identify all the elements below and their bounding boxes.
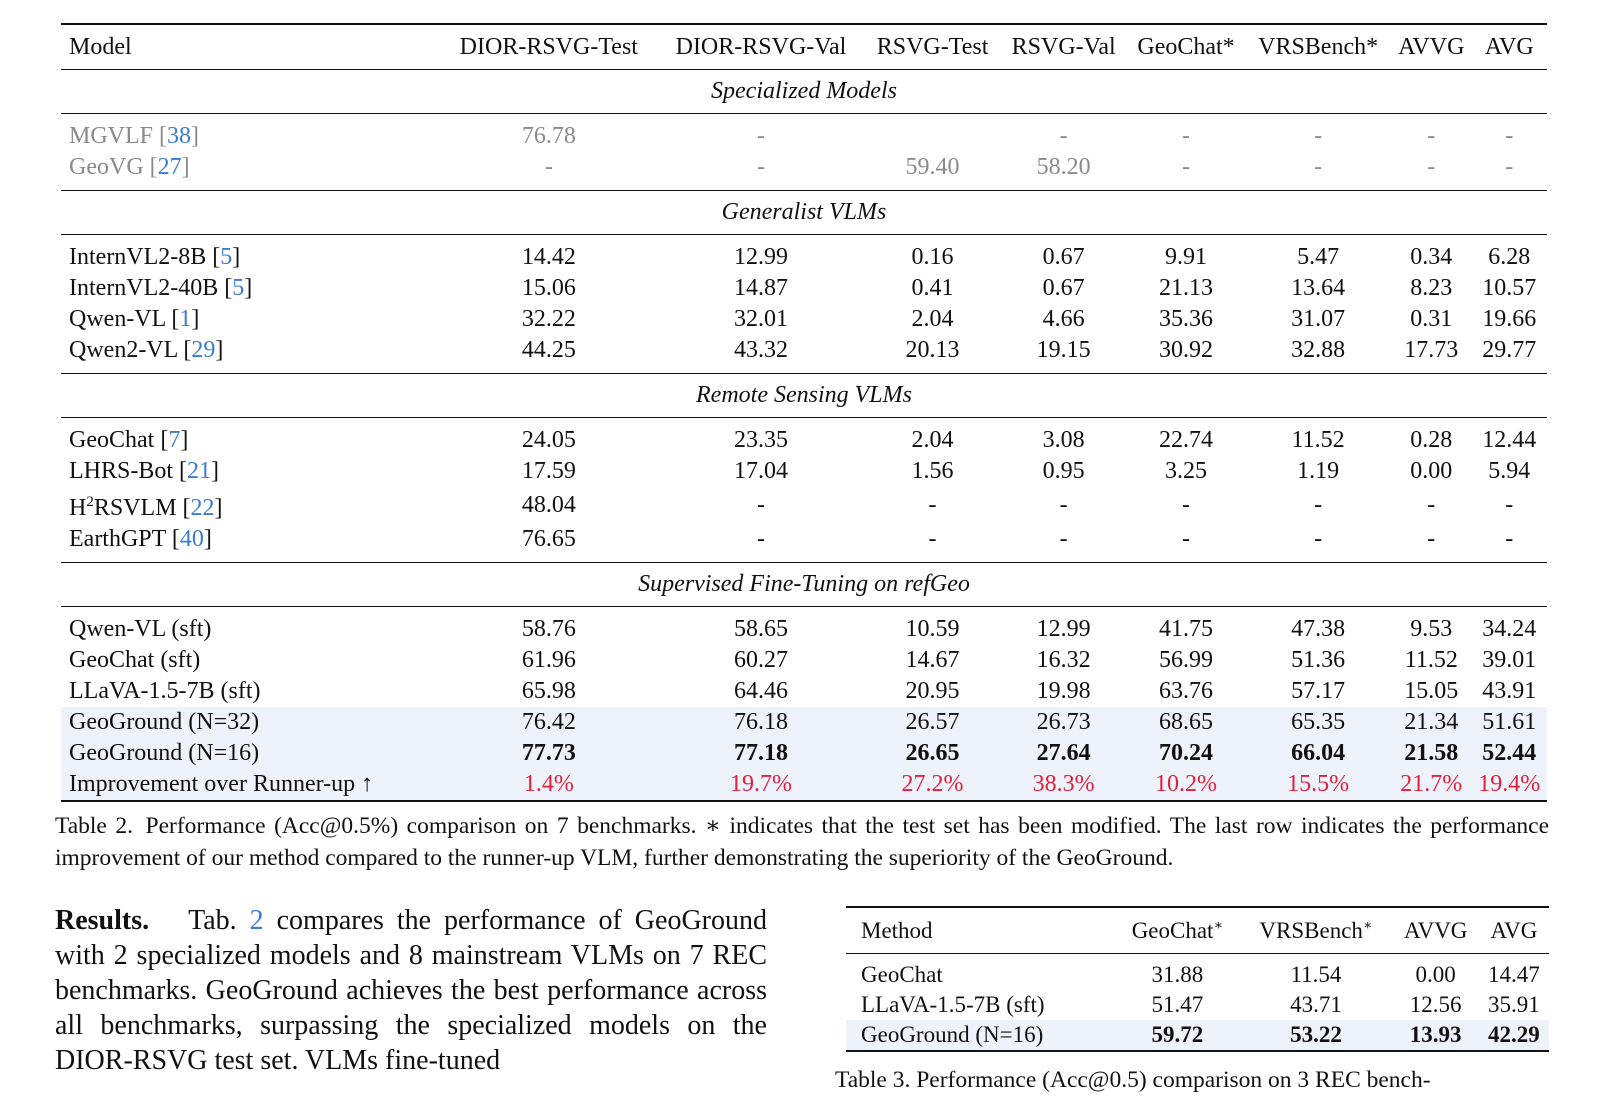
value-cell: - (1127, 524, 1245, 563)
model-name-cell (61, 738, 440, 769)
value-cell: 0.31 (1410, 306, 1453, 332)
results-heading: Results. (55, 905, 150, 936)
value-cell: 11.54 (1290, 962, 1342, 987)
table-row (61, 769, 1547, 801)
citation-link[interactable]: 5 (232, 275, 245, 301)
column-header (1393, 907, 1479, 954)
table-header-row (61, 24, 1547, 70)
results-paragraph (55, 903, 767, 1078)
value-cell: 41.75 (1159, 616, 1214, 642)
value-cell: 0.95 (1042, 458, 1085, 484)
column-header: DIOR-RSVG-Val (657, 24, 864, 70)
value-cell: 0.34 (1410, 244, 1453, 270)
value-cell: 76.42 (440, 707, 657, 738)
value-cell: 3.25 (1165, 458, 1208, 484)
table-row (61, 738, 1547, 769)
column-header: Model (61, 24, 440, 70)
value-cell: 65.35 (1245, 707, 1391, 738)
value-cell: 5.94 (1488, 458, 1531, 484)
model-name-cell: EarthGPT [40] (61, 524, 440, 563)
value-cell: 14.47 (1488, 962, 1540, 987)
value-cell: - (1314, 123, 1323, 149)
table-row (61, 707, 1547, 738)
value-cell: 12.56 (1409, 992, 1462, 1017)
model-name: InternVL2-40B (69, 275, 219, 301)
value-cell: 27.2% (865, 769, 1001, 801)
value-cell: 38.3% (1000, 769, 1126, 801)
column-header-label: AVG (1490, 917, 1538, 943)
value-cell: 43.71 (1290, 992, 1342, 1017)
value-cell: 10.59 (905, 616, 960, 642)
value-cell: 24.05 (521, 427, 576, 453)
value-cell: - (1245, 152, 1391, 191)
value-cell: - (756, 492, 765, 518)
value-cell: - (1059, 123, 1068, 149)
citation-link[interactable]: 27 (157, 154, 182, 180)
value-cell: - (756, 123, 765, 149)
section-header-row (61, 563, 1547, 607)
value-cell: 57.17 (1291, 678, 1346, 704)
value-cell: 12.99 (1036, 616, 1091, 642)
value-cell: 9.91 (1165, 244, 1208, 270)
value-cell: 23.35 (733, 427, 788, 453)
table-reference-link[interactable]: 2 (249, 905, 264, 936)
value-cell: 0.00 (1410, 458, 1453, 484)
value-cell: 15.06 (521, 275, 576, 301)
model-name-cell: GeoChat [7] (69, 427, 189, 453)
value-cell: 15.05 (1404, 678, 1459, 704)
value-cell: - (1427, 492, 1436, 518)
value-cell: 1.19 (1297, 458, 1340, 484)
value-cell: 10.57 (1482, 275, 1537, 301)
value-cell: - (1427, 123, 1436, 149)
citation-link[interactable]: 5 (220, 244, 233, 270)
value-cell: - (440, 152, 657, 191)
value-cell: 26.65 (865, 738, 1001, 769)
value-cell: 51.36 (1291, 647, 1346, 673)
value-cell: 2.04 (911, 306, 954, 332)
value-cell: 21.58 (1391, 738, 1472, 769)
value-cell: 15.5% (1245, 769, 1391, 801)
value-cell: 51.61 (1472, 707, 1547, 738)
model-name: Qwen-VL (sft) (69, 616, 212, 642)
citation-link[interactable]: 1 (179, 306, 192, 332)
table-row (61, 676, 1547, 707)
value-cell: 0.00 (1415, 962, 1456, 987)
table-row (61, 235, 1547, 274)
model-name-cell (61, 607, 440, 646)
value-cell: 59.40 (865, 152, 1001, 191)
table-row (61, 607, 1547, 646)
column-header: VRSBench* (1245, 24, 1391, 70)
section-title: Remote Sensing VLMs (61, 374, 1547, 418)
value-cell: 13.64 (1291, 275, 1346, 301)
table-header-row (846, 907, 1549, 954)
model-name: LLaVA-1.5-7B (sft) (69, 678, 261, 704)
value-cell: - (1472, 524, 1547, 563)
value-cell: 27.64 (1000, 738, 1126, 769)
value-cell: - (1314, 492, 1323, 518)
value-cell: 17.73 (1391, 335, 1472, 374)
citation-link[interactable]: 38 (167, 123, 192, 149)
value-cell: 58.20 (1000, 152, 1126, 191)
column-header (846, 907, 1115, 954)
table-row (61, 273, 1547, 304)
value-cell: - (1182, 492, 1191, 518)
value-cell: 5.47 (1297, 244, 1340, 270)
model-name: Qwen2-VL (69, 337, 178, 363)
value-cell: 58.65 (733, 616, 788, 642)
value-cell: - (1391, 152, 1472, 191)
value-cell: 43.32 (657, 335, 864, 374)
value-cell: 16.32 (1036, 647, 1091, 673)
value-cell: - (1182, 123, 1191, 149)
value-cell: 17.04 (733, 458, 788, 484)
value-cell: 0.67 (1042, 275, 1085, 301)
section-title: Supervised Fine-Tuning on refGeo (61, 563, 1547, 607)
caption-text: Performance (Acc@0.5%) comparison on 7 benchmarks. ∗ indicates that the test set has been modified. The last row indicates the performance improvement of our method compared to the runner-up VLM, further demonstrating the superiority of the GeoGround. (55, 813, 1549, 871)
model-name: Qwen-VL (69, 306, 166, 332)
value-cell: 26.57 (865, 707, 1001, 738)
value-cell: 31.07 (1291, 306, 1346, 332)
value-cell: 58.76 (521, 616, 576, 642)
value-cell: 48.04 (521, 492, 576, 518)
results-text: compares the performance of GeoGround with 2 specialized models and 8 mainstream VLMs on 7 REC benchmarks. GeoGround achieves the best performance across all benchmarks, surpassing the specialized models on the DIOR-RSVG test set. VLMs fine-tuned (55, 905, 767, 1076)
rec-benchmark-table (846, 906, 1549, 1052)
value-cell: 35.36 (1159, 306, 1214, 332)
value-cell: 22.74 (1159, 427, 1214, 453)
value-cell: 65.98 (521, 678, 576, 704)
citation-link[interactable]: 21 (187, 458, 212, 484)
value-cell: 52.44 (1472, 738, 1547, 769)
model-name-cell: InternVL2-40B [5] (69, 275, 253, 301)
value-cell: 42.29 (1479, 1020, 1549, 1051)
model-name-cell: $H^2RSVLM$ [22] (69, 494, 223, 521)
value-cell: 64.46 (733, 678, 788, 704)
value-cell: 0.41 (911, 275, 954, 301)
model-name-superscript: 2 (86, 494, 94, 510)
value-cell: 3.08 (1042, 427, 1085, 453)
value-cell: 21.13 (1159, 275, 1214, 301)
performance-table (61, 23, 1547, 802)
results-ref-prefix: Tab. (188, 905, 237, 936)
table-row (61, 418, 1547, 457)
column-header: GeoChat* (1127, 24, 1245, 70)
table-row (61, 335, 1547, 374)
value-cell: 21.7% (1391, 769, 1472, 801)
table-row (61, 152, 1547, 191)
table-row (61, 524, 1547, 563)
table-caption (55, 810, 1549, 874)
column-header-label: AVVG (1403, 917, 1468, 943)
model-name-cell: LHRS-Bot [21] (69, 458, 220, 484)
value-cell: 61.96 (521, 647, 576, 673)
value-cell: 19.4% (1472, 769, 1547, 801)
model-name: EarthGPT (69, 526, 166, 552)
value-cell: - (1000, 524, 1126, 563)
value-cell: 0.67 (1042, 244, 1085, 270)
model-name: InternVL2-8B (69, 244, 207, 270)
value-cell (865, 114, 1001, 153)
value-cell: 66.04 (1245, 738, 1391, 769)
value-cell: 9.53 (1410, 616, 1453, 642)
value-cell: - (1245, 524, 1391, 563)
value-cell: 44.25 (440, 335, 657, 374)
value-cell: 12.99 (733, 244, 788, 270)
model-name-cell: Qwen2-VL [29] (61, 335, 440, 374)
value-cell: 0.28 (1410, 427, 1453, 453)
value-cell: 17.59 (521, 458, 576, 484)
table-row (61, 304, 1547, 335)
value-cell: - (928, 492, 937, 518)
value-cell: 76.18 (657, 707, 864, 738)
caption-label: Table 2. (55, 813, 133, 839)
value-cell: - (657, 152, 864, 191)
value-cell: - (1127, 152, 1245, 191)
column-header-label: VRSBench (1259, 917, 1363, 943)
table3-caption: Table 3. Performance (Acc@0.5) comparison on 3 REC bench- (835, 1067, 1431, 1093)
table-row (61, 487, 1547, 524)
value-cell: 39.01 (1482, 647, 1537, 673)
value-cell: 59.72 (1115, 1020, 1239, 1051)
table-row (846, 990, 1549, 1020)
citation-link[interactable]: 7 (168, 427, 181, 453)
model-name-cell: GeoVG [27] (61, 152, 440, 191)
value-cell: 13.93 (1393, 1020, 1479, 1051)
model-name: Improvement over Runner-up ↑ (69, 771, 374, 797)
value-cell: - (1505, 492, 1514, 518)
value-cell: 26.73 (1000, 707, 1126, 738)
section-title: Specialized Models (61, 70, 1547, 114)
model-name-suffix: RSVLM (93, 495, 177, 521)
value-cell: - (1505, 123, 1514, 149)
value-cell: 77.18 (657, 738, 864, 769)
model-name-cell (61, 645, 440, 676)
section-header-row (61, 191, 1547, 235)
column-header: AVG (1472, 24, 1547, 70)
value-cell: 4.66 (1042, 306, 1085, 332)
value-cell: - (1391, 524, 1472, 563)
model-name: LHRS-Bot (69, 458, 174, 484)
column-header (1479, 907, 1549, 954)
value-cell: 47.38 (1291, 616, 1346, 642)
value-cell: 31.88 (1151, 962, 1204, 987)
model-name: GeoGround (N=16) (69, 740, 260, 766)
model-name: GeoChat (sft) (69, 647, 201, 673)
model-name-cell: Qwen-VL [1] (69, 306, 200, 332)
table-row (846, 954, 1549, 991)
citation-link[interactable]: 40 (179, 526, 204, 552)
value-cell: 29.77 (1472, 335, 1547, 374)
citation-link[interactable]: 22 (190, 495, 215, 521)
value-cell: - (1472, 152, 1547, 191)
value-cell: 30.92 (1127, 335, 1245, 374)
value-cell: 11.52 (1404, 647, 1458, 673)
value-cell: 11.52 (1291, 427, 1345, 453)
column-header: RSVG-Val (1000, 24, 1126, 70)
model-name: GeoVG (69, 154, 144, 180)
column-header: RSVG-Test (865, 24, 1001, 70)
value-cell: 43.91 (1482, 678, 1537, 704)
section-header-row (61, 374, 1547, 418)
model-name-cell (61, 707, 440, 738)
value-cell: 0.16 (911, 244, 954, 270)
column-header: AVVG (1391, 24, 1472, 70)
column-header: DIOR-RSVG-Test (440, 24, 657, 70)
value-cell: - (865, 524, 1001, 563)
value-cell: - (1059, 492, 1068, 518)
value-cell: 19.7% (657, 769, 864, 801)
model-name-cell: InternVL2-8B [5] (69, 244, 241, 270)
table-row (61, 114, 1547, 153)
value-cell: 2.04 (911, 427, 954, 453)
value-cell: 34.24 (1482, 616, 1537, 642)
model-name: MGVLF (69, 123, 154, 149)
value-cell: 60.27 (733, 647, 788, 673)
value-cell: 19.66 (1482, 306, 1537, 332)
value-cell: 32.88 (1245, 335, 1391, 374)
value-cell: 14.42 (521, 244, 576, 270)
value-cell: 53.22 (1239, 1020, 1392, 1051)
value-cell: 68.65 (1127, 707, 1245, 738)
model-name: GeoChat (69, 427, 155, 453)
table-row (61, 645, 1547, 676)
column-header: VRSBench∗ (1239, 907, 1392, 954)
section-header-row (61, 70, 1547, 114)
value-cell: 32.22 (521, 306, 576, 332)
value-cell: 63.76 (1159, 678, 1214, 704)
value-cell: - (657, 524, 864, 563)
value-cell: 20.95 (905, 678, 960, 704)
value-cell: 77.73 (440, 738, 657, 769)
value-cell: 19.15 (1000, 335, 1126, 374)
method-name-cell: GeoChat (861, 962, 943, 987)
value-cell: 14.67 (905, 647, 960, 673)
column-header: GeoChat∗ (1115, 907, 1239, 954)
model-name-cell (61, 769, 440, 801)
method-name-cell: LLaVA-1.5-7B (sft) (861, 992, 1045, 1017)
value-cell: 35.91 (1488, 992, 1540, 1017)
value-cell: 76.78 (521, 123, 576, 149)
value-cell: 76.65 (440, 524, 657, 563)
method-name-cell: GeoGround (N=16) (846, 1020, 1115, 1051)
model-name: GeoGround (N=32) (69, 709, 260, 735)
value-cell: 51.47 (1151, 992, 1204, 1017)
value-cell: 32.01 (733, 306, 788, 332)
model-name-cell (61, 676, 440, 707)
citation-link[interactable]: 29 (191, 337, 216, 363)
value-cell: 19.98 (1036, 678, 1091, 704)
value-cell: 56.99 (1159, 647, 1214, 673)
model-name-cell: MGVLF [38] (69, 123, 200, 149)
value-cell: 10.2% (1127, 769, 1245, 801)
value-cell: 1.56 (911, 458, 954, 484)
column-header-label: Method (861, 917, 933, 943)
value-cell: 70.24 (1127, 738, 1245, 769)
value-cell: 12.44 (1482, 427, 1537, 453)
column-header-label: GeoChat (1131, 917, 1214, 943)
value-cell: 14.87 (733, 275, 788, 301)
value-cell: 21.34 (1391, 707, 1472, 738)
model-name-prefix: H (69, 495, 87, 521)
value-cell: 8.23 (1410, 275, 1453, 301)
table-row (61, 456, 1547, 487)
table-row (846, 1020, 1549, 1051)
section-title: Generalist VLMs (61, 191, 1547, 235)
value-cell: 20.13 (865, 335, 1001, 374)
value-cell: 6.28 (1488, 244, 1531, 270)
value-cell: 1.4% (440, 769, 657, 801)
